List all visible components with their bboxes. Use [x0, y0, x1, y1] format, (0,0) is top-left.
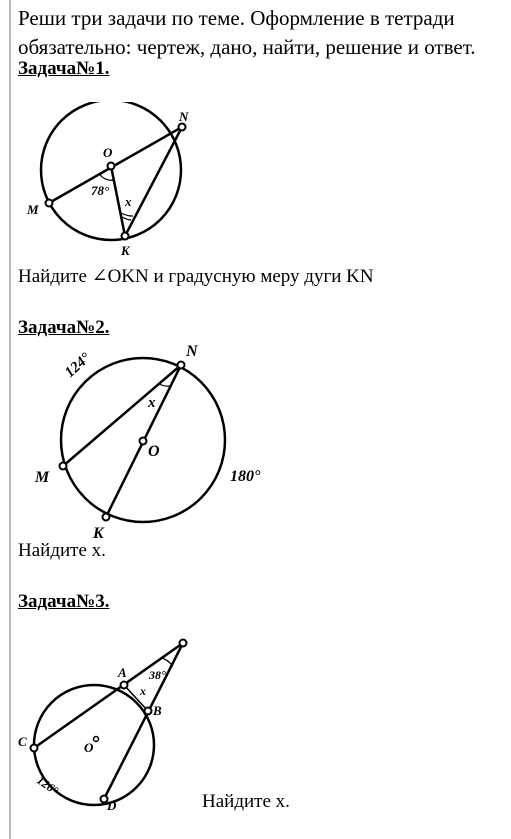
task1-label-k: K	[121, 243, 130, 258]
task2-title: Задача№2.	[18, 317, 110, 338]
intro-line-2: обязательно: чертеж, дано, найти, решение и ответ.	[18, 35, 476, 59]
task2-diagram	[30, 340, 280, 545]
task3-point-b	[145, 708, 152, 715]
task1-angle-arc-x1	[122, 217, 131, 220]
task1-radius-ok	[111, 166, 125, 236]
task2-question: Найдите x.	[18, 540, 106, 561]
task1-angle-arc-x2	[121, 213, 133, 216]
task1-label-x: x	[125, 194, 132, 209]
task2-angle-arc-x	[159, 384, 171, 386]
task3-point-c	[31, 745, 38, 752]
task2-label-x: x	[148, 395, 156, 411]
task1-point-m	[46, 200, 53, 207]
task2-label-arc-180: 180°	[230, 468, 261, 485]
task3-angle-arc-38	[162, 658, 172, 665]
task3-point-a	[121, 682, 128, 689]
task2-label-o: O	[148, 443, 160, 460]
task3-question: Найдите x.	[202, 791, 290, 812]
task1-label-angle: 78°	[91, 183, 110, 198]
task3-label-b: B	[153, 703, 162, 718]
task1-point-n	[179, 124, 186, 131]
task1-diagram	[22, 102, 202, 262]
task3-secant-db	[104, 643, 183, 799]
task2-chord-mn	[63, 365, 181, 466]
task1-label-n: N	[179, 109, 189, 124]
task1-label-o: O	[103, 145, 113, 160]
task1-label-m: M	[27, 202, 39, 217]
task2-point-n	[178, 362, 185, 369]
intro-text	[18, 4, 476, 62]
task1-point-k	[122, 233, 129, 240]
task2-point-k	[103, 514, 110, 521]
task2-label-m: M	[35, 469, 50, 486]
task3-label-a: A	[118, 665, 127, 680]
task1-point-o	[108, 163, 115, 170]
task3-diagram	[12, 632, 202, 822]
task3-label-o: O	[84, 740, 94, 755]
task3-label-arc-126: 126°	[34, 772, 61, 798]
task3-label-x: x	[140, 684, 146, 698]
task1-question: Найдите ∠OKN и градусную меру дуги KN	[18, 266, 374, 287]
task3-point-o	[94, 737, 99, 742]
task3-secant-ca	[34, 643, 183, 748]
task2-label-arc-124: 124°	[61, 350, 94, 381]
task3-label-d: D	[107, 798, 117, 813]
task2-point-o	[140, 438, 147, 445]
task2-point-m	[60, 463, 67, 470]
left-margin-rule	[9, 0, 11, 839]
task1-title: Задача№1.	[18, 58, 110, 79]
task2-label-n: N	[186, 343, 198, 360]
task3-title: Задача№3.	[18, 591, 110, 612]
task3-point-apex	[180, 640, 187, 647]
intro-line-1: Реши три задачи по теме. Оформление в тетради	[18, 6, 455, 30]
task3-label-c: C	[18, 734, 27, 749]
task3-label-angle: 38°	[149, 668, 166, 682]
task2-label-k: K	[93, 525, 104, 542]
